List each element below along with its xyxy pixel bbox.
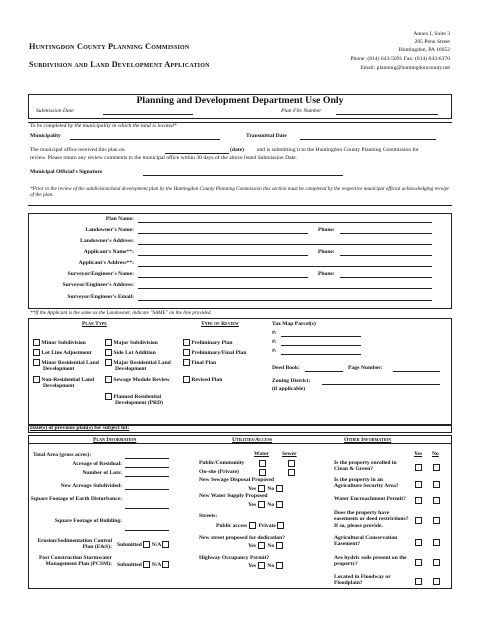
building-label: Square Footage of Building: <box>54 518 122 524</box>
plan-file-number-label: Plan File Number <box>281 108 322 114</box>
checkbox[interactable] <box>183 376 190 383</box>
floodway-label: Located in Floodway or Floodplain? <box>334 574 391 587</box>
earth-disturbance-line[interactable] <box>125 508 169 509</box>
municipality-line[interactable] <box>70 139 220 140</box>
ag-conservation-yes-checkbox[interactable] <box>415 539 422 546</box>
dedication-label: New street proposed for dedication? <box>199 535 286 541</box>
water-encroachment-no-checkbox[interactable] <box>433 497 440 504</box>
checkbox[interactable] <box>105 376 112 383</box>
transmittal-date-label: Transmittal Date <box>246 133 287 139</box>
permit-options: Yes No <box>248 562 283 569</box>
private-access-checkbox[interactable] <box>277 522 284 529</box>
plan-type-heading: Plan Type <box>82 321 107 327</box>
residual-label: Acreage of Residual: <box>72 461 122 467</box>
owner-phone-line[interactable] <box>340 233 432 234</box>
water-yes-checkbox[interactable] <box>258 501 265 508</box>
dedication-no-checkbox[interactable] <box>276 542 283 549</box>
applicant-phone-label: Phone: <box>318 249 335 255</box>
tax-parcel-line-1[interactable] <box>281 336 361 337</box>
easements-no-checkbox[interactable] <box>433 517 440 524</box>
tax-hash-label-1: #: <box>272 330 277 336</box>
municipal-note: To be completed by the municipality in which the land is located* <box>30 123 177 129</box>
plan-type-minor-residential[interactable]: Minor Residential Land Development <box>33 359 99 373</box>
utilities-heading: Utilities/Access <box>232 437 273 443</box>
tax-map-heading: Tax Map Parcel(s) <box>272 321 316 327</box>
public-access-checkbox[interactable] <box>249 522 256 529</box>
clean-green-no-checkbox[interactable] <box>433 464 440 471</box>
sewage-no-checkbox[interactable] <box>276 485 283 492</box>
signature-line[interactable] <box>143 175 343 176</box>
owner-name-line[interactable] <box>138 233 308 234</box>
review-preliminary-final[interactable]: Preliminary/Final Plan <box>183 349 246 356</box>
municipality-label: Municipality <box>30 133 61 139</box>
public-sewer-checkbox[interactable] <box>288 460 295 467</box>
owner-name-label: Landowner's Name: <box>85 227 134 233</box>
ag-conservation-label: Agricultural Conservation Easement? <box>334 535 398 548</box>
easements-yes-checkbox[interactable] <box>415 517 422 524</box>
plan-type-major-residential[interactable]: Major Residential Land Development <box>105 359 177 373</box>
onsite-water-checkbox[interactable] <box>259 469 266 476</box>
total-area-line[interactable] <box>125 458 169 459</box>
page-number-label: Page Number: <box>348 365 383 371</box>
deed-book-label: Deed Book: <box>272 365 300 371</box>
water-encroachment-yes-checkbox[interactable] <box>415 497 422 504</box>
zoning-line[interactable] <box>322 384 440 385</box>
review-type-heading: Type of Review <box>201 321 239 327</box>
surveyor-name-line[interactable] <box>138 277 308 278</box>
checkbox[interactable] <box>33 339 40 346</box>
zoning-note: (if applicable) <box>272 386 306 392</box>
surveyor-phone-line[interactable] <box>340 277 432 278</box>
ag-conservation-no-checkbox[interactable] <box>433 539 440 546</box>
public-community-label: Public/Community <box>199 460 245 466</box>
plan-type-side-lot[interactable]: Side Lot Addition <box>105 349 177 356</box>
sewer-col-label: Sewer <box>282 451 297 457</box>
water-supply-label: New Water Supply Proposed <box>199 493 268 499</box>
form-title: Subdivision and Land Development Application <box>29 60 210 69</box>
plan-type-non-residential[interactable]: Non-Residential Land Development <box>33 376 103 390</box>
tax-hash-label-3: #: <box>272 348 277 354</box>
submitting-text: and is submitting it to the Huntingdon County Planning Commission for <box>257 147 419 153</box>
new-acreage-line[interactable] <box>125 489 169 490</box>
other-no-header: No <box>432 451 439 457</box>
es-submitted-checkbox[interactable] <box>143 541 150 548</box>
dedication-options: Yes No <box>248 542 283 549</box>
org-name: Huntingdon County Planning Commission <box>29 42 190 51</box>
review-preliminary[interactable]: Preliminary Plan <box>183 339 232 346</box>
permit-label: Highway Occupancy Permit? <box>199 555 270 561</box>
es-label: Erosion/Sedimentation Control Plan (E&S): <box>37 538 112 551</box>
onsite-label: On-site (Private) <box>199 469 239 475</box>
permit-yes-checkbox[interactable] <box>258 562 265 569</box>
surveyor-address-label: Surveyor/Engineer's Address: <box>62 282 134 288</box>
streets-label: Streets: <box>199 513 218 519</box>
plan-type-prd[interactable]: Planned Residential Development (PRD) <box>105 393 181 407</box>
surveyor-phone-label: Phone: <box>318 271 335 277</box>
pcsm-label: Post Construction Stormwater Management Plan (PCSM): <box>38 555 112 568</box>
street-access-options: Public access Private <box>216 522 284 529</box>
pcsm-submitted-checkbox[interactable] <box>143 561 150 568</box>
pcsm-na-checkbox[interactable] <box>162 561 169 568</box>
deed-book-line[interactable] <box>305 371 343 372</box>
clean-green-label: Is the property enrolled in Clean & Green? <box>334 460 397 473</box>
tax-parcel-line-2[interactable] <box>281 345 361 346</box>
owner-address-line[interactable] <box>138 244 432 245</box>
address-city: Huntingdon, PA 16652 <box>398 47 450 53</box>
tax-parcel-line-3[interactable] <box>281 354 361 355</box>
checkbox[interactable] <box>33 376 40 383</box>
surveyor-email-label: Surveyor/Engineer's Email: <box>67 294 134 300</box>
other-yes-header: Yes <box>414 451 423 457</box>
lots-label: Number of Lots: <box>82 470 122 476</box>
ag-security-no-checkbox[interactable] <box>433 481 440 488</box>
water-encroachment-label: Water Encroachment Permit? <box>334 496 406 502</box>
plan-type-sewage-module[interactable]: Sewage Module Review <box>105 376 177 383</box>
submission-date-label: Submission Date <box>36 108 74 114</box>
address-street: 205 Penn Street <box>414 39 450 45</box>
onsite-sewer-checkbox[interactable] <box>288 469 295 476</box>
received-date-label: (date) <box>230 147 244 153</box>
checkbox[interactable] <box>33 349 40 356</box>
plan-type-lot-line[interactable]: Lot Line Adjustment <box>33 349 99 356</box>
transmittal-date-line[interactable] <box>300 139 436 140</box>
es-options: Submitted N/A <box>117 541 169 548</box>
water-no-checkbox[interactable] <box>276 501 283 508</box>
water-supply-options: Yes No <box>248 501 283 508</box>
easements-label: Does the property have easements or deed restrictions? If so, please provide. <box>334 510 409 529</box>
applicant-phone-line[interactable] <box>340 255 432 256</box>
municipal-footnote: *Prior to the review of the subdivision/land development plan by the Huntingdon County Planning Commission this section must be completed by the respective municipal official acknowledging receipt of the plan. <box>30 186 449 198</box>
plan-name-label: Plan Name: <box>105 216 134 222</box>
surveyor-name-label: Surveyor/Engineer's Name: <box>67 271 134 277</box>
received-date-line[interactable] <box>165 153 229 154</box>
contact-email: Email: planning@huntingdoncounty.net <box>360 65 450 71</box>
previous-plans-label: Date(s) of previous plan(s) for subject lot: <box>30 425 130 431</box>
zoning-label: Zoning District: <box>272 378 311 384</box>
floodway-no-checkbox[interactable] <box>433 578 440 585</box>
checkbox[interactable] <box>105 349 112 356</box>
review-final[interactable]: Final Plan <box>183 359 216 366</box>
checkbox[interactable] <box>33 359 40 366</box>
applicant-address-line[interactable] <box>138 266 432 267</box>
tax-hash-label-2: #: <box>272 339 277 345</box>
submission-date-line[interactable] <box>103 114 193 115</box>
total-area-label: Total Area (gross acres): <box>33 452 92 458</box>
ag-security-yes-checkbox[interactable] <box>415 481 422 488</box>
contact-phone: Phone: (814) 643-5091 Fax: (814) 643-6370 <box>350 56 450 62</box>
sewage-yes-checkbox[interactable] <box>258 485 265 492</box>
plan-file-number-line[interactable] <box>336 114 438 115</box>
hydric-soils-no-checkbox[interactable] <box>433 559 440 566</box>
building-line[interactable] <box>125 530 169 531</box>
checkbox[interactable] <box>105 339 112 346</box>
review-revised[interactable]: Revised Plan <box>183 376 222 383</box>
new-acreage-label: New Acreage Subdivided: <box>60 483 122 489</box>
dedication-yes-checkbox[interactable] <box>258 542 265 549</box>
applicant-name-line[interactable] <box>138 255 308 256</box>
earth-disturbance-label: Square Footage of Earth Disturbance: <box>30 496 122 502</box>
received-text: The municipal office received this plan on <box>30 147 125 153</box>
sewage-disposal-options: Yes No <box>248 485 283 492</box>
checkbox[interactable] <box>183 339 190 346</box>
applicant-footnote: **If the Applicant is the same as the Landowner, indicate "SAME" on the line provided. <box>30 310 212 316</box>
plan-type-minor-subdivision[interactable]: Minor Subdivision <box>33 339 99 346</box>
hydric-soils-yes-checkbox[interactable] <box>415 559 422 566</box>
surveyor-address-line[interactable] <box>138 288 432 289</box>
other-info-heading: Other Information <box>344 437 392 443</box>
owner-address-label: Landowner's Address: <box>80 238 134 244</box>
residual-line[interactable] <box>125 467 169 468</box>
applicant-address-label: Applicant's Address**: <box>78 260 134 266</box>
return-comments-text: review. Please return any review comments to the municipal office within 30 days of the above listed Submission Date. <box>30 155 298 161</box>
checkbox[interactable] <box>183 359 190 366</box>
clean-green-yes-checkbox[interactable] <box>415 464 422 471</box>
heading-divider <box>28 443 452 444</box>
plan-type-major-subdivision[interactable]: Major Subdivision <box>105 339 177 346</box>
checkbox[interactable] <box>105 393 112 400</box>
applicant-name-label: Applicant's Name**: <box>83 249 134 255</box>
checkbox[interactable] <box>183 349 190 356</box>
hydric-soils-label: Are hydric soils present on the property? <box>334 555 407 568</box>
page-number-line[interactable] <box>393 371 440 372</box>
office-use-title: Planning and Development Department Use Only <box>136 95 344 106</box>
sewage-disposal-label: New Sewage Disposal Proposed <box>199 477 274 483</box>
floodway-yes-checkbox[interactable] <box>415 578 422 585</box>
plan-info-heading: Plan Information <box>93 437 137 443</box>
address-suite: Annex I, Suite 3 <box>413 31 450 37</box>
pcsm-options: Submitted N/A <box>117 561 169 568</box>
water-col-label: Water <box>254 451 269 457</box>
public-water-checkbox[interactable] <box>259 460 266 467</box>
ag-security-label: Is the property in an Agriculture Security Area? <box>334 477 399 490</box>
surveyor-email-line[interactable] <box>138 300 432 301</box>
es-na-checkbox[interactable] <box>162 541 169 548</box>
signature-label: Municipal Official's Signature <box>30 169 103 175</box>
permit-no-checkbox[interactable] <box>276 562 283 569</box>
owner-phone-label: Phone: <box>318 227 335 233</box>
lots-line[interactable] <box>125 476 169 477</box>
plan-name-line[interactable] <box>138 222 432 223</box>
checkbox[interactable] <box>105 359 112 366</box>
